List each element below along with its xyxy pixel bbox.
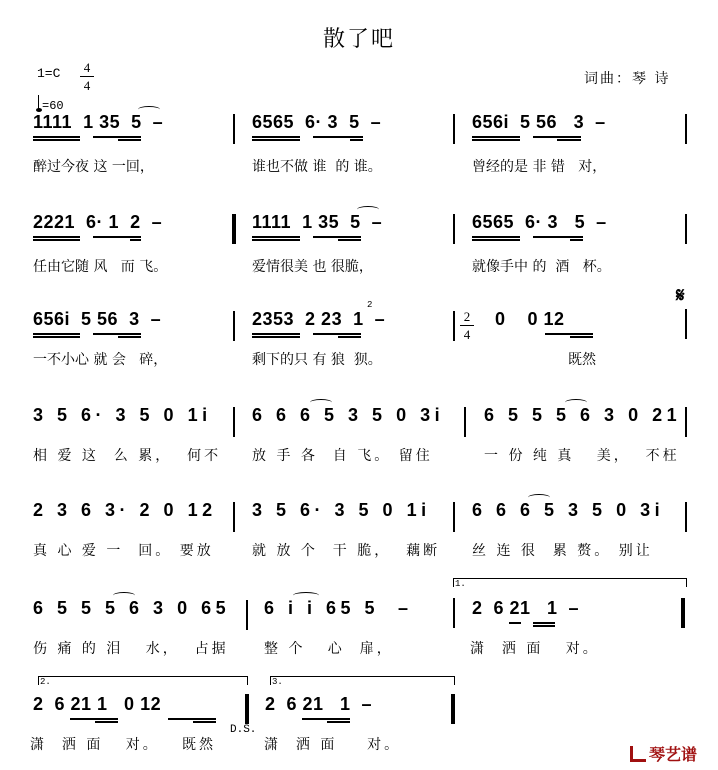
underline: [93, 333, 141, 335]
barline: [453, 598, 455, 628]
time-signature: [80, 60, 94, 93]
underline: [570, 239, 583, 241]
lyrics: 潇 洒 面 对。 既然: [30, 737, 217, 753]
measure-notes: 2 6 21 1 –: [472, 598, 580, 618]
underline: [252, 333, 300, 335]
final-barline: [451, 694, 455, 724]
slur: [357, 206, 379, 213]
time-sig-bottom: 4: [83, 78, 91, 93]
measure-notes: 6565 6· 3 5 –: [472, 212, 607, 232]
underline: [350, 139, 363, 141]
underline: [545, 333, 593, 335]
measure-notes: 0 0 12: [495, 309, 565, 329]
underline: [533, 622, 555, 624]
double-barline: [245, 694, 249, 724]
underline: [533, 625, 555, 627]
underline: [252, 236, 300, 238]
underline: [533, 236, 583, 238]
volta-label: 1.: [455, 579, 466, 589]
underline: [338, 336, 361, 338]
underline: [33, 336, 80, 338]
lyrics: 就像手中 的 酒 杯。: [472, 259, 611, 275]
slur: [310, 399, 332, 406]
slur: [113, 592, 135, 599]
barline: [246, 600, 248, 630]
underline: [313, 333, 361, 335]
barline: [233, 311, 235, 341]
lyrics: 任由它随 风 而 飞。: [33, 259, 168, 275]
barline: [685, 114, 687, 144]
measure-notes: 1111 1 35 5 –: [252, 212, 383, 232]
barline: [233, 114, 235, 144]
barline: [685, 214, 687, 244]
measure-notes: 656i 5 56 3 –: [472, 112, 606, 132]
lyrics: 伤 痛 的 泪 水， 占据: [33, 641, 229, 657]
measure-notes: 6 6 6 5 3 5 0 3i: [252, 405, 445, 425]
lyrics: 就 放 个 干 脆， 藕断: [252, 543, 441, 559]
underline: [313, 136, 363, 138]
slur: [528, 494, 550, 501]
measure-notes: 2 6 21 1 –: [265, 694, 373, 714]
lyrics: 丝 连 很 累 赘。 别让: [472, 543, 653, 559]
slur: [138, 106, 160, 113]
measure-notes: 3 5 6· 3 5 0 1i: [252, 500, 431, 520]
underline: [33, 239, 80, 241]
lyrics: 醉过今夜 这 一回，: [33, 159, 154, 175]
measure-notes: 1111 1 35 5 –: [33, 112, 164, 132]
lyrics: 曾经的是 非 错 对，: [472, 159, 607, 175]
measure-notes: 2221 6· 1 2 –: [33, 212, 163, 232]
repeat-start-barline: [232, 214, 236, 244]
underline: [313, 236, 361, 238]
volta-bracket-3: [270, 676, 455, 685]
lyrics: 谁也不做 谁 的 谁。: [252, 159, 382, 175]
underline: [33, 236, 80, 238]
volta-bracket-1: [453, 578, 687, 587]
lyrics: 既然: [568, 352, 596, 368]
credit: 词曲：琴 诗: [584, 71, 671, 87]
time-sig-top: 4: [83, 60, 91, 75]
slur: [565, 399, 587, 406]
underline: [533, 136, 581, 138]
underline: [93, 236, 141, 238]
underline: [118, 139, 141, 141]
underline: [93, 136, 141, 138]
underline: [70, 718, 118, 720]
tempo-marking: [38, 95, 64, 113]
underline: [252, 336, 300, 338]
watermark-logo: [630, 742, 697, 765]
lyrics: 一 份 纯 真 美， 不枉: [484, 448, 680, 464]
lyrics: 真 心 爱 一 回。 要放: [33, 543, 214, 559]
underline: [472, 139, 520, 141]
tie: [293, 592, 319, 599]
barline: [685, 502, 687, 532]
underline: [33, 136, 80, 138]
lyrics: 潇 洒 面 对。: [264, 737, 402, 753]
grace-note: 2: [367, 300, 373, 310]
underline: [252, 139, 300, 141]
lyrics: 相 爱 这 么 累， 何不: [33, 448, 222, 464]
measure-notes: 6 5 5 5 6 3 0 21: [484, 405, 682, 425]
underline: [557, 139, 581, 141]
lyrics: 剩下的只 有 狼 狈。: [252, 352, 382, 368]
dal-segno-marking: D.S.: [230, 724, 257, 736]
barline: [453, 311, 455, 341]
underline: [472, 239, 520, 241]
underline: [509, 622, 521, 624]
underline: [130, 239, 141, 241]
barline: [233, 502, 235, 532]
time-sig-bottom: 4: [463, 327, 471, 342]
underline: [118, 336, 141, 338]
measure-notes: 6 5 5 5 6 3 0 65: [33, 598, 231, 618]
underline: [327, 721, 350, 723]
lyrics: 一不小心 就 会 碎，: [33, 352, 168, 368]
key-signature: 1=C: [37, 66, 61, 81]
underline: [252, 136, 300, 138]
measure-notes: 6 i i 65 5 –: [264, 598, 413, 618]
time-sig-top: 2: [463, 309, 471, 324]
underline: [338, 239, 361, 241]
segno-icon: 𝄋: [676, 283, 685, 307]
watermark-text: 琴艺谱: [649, 745, 698, 764]
logo-icon: [630, 746, 646, 762]
underline: [33, 333, 80, 335]
tempo-value: =60: [42, 99, 64, 113]
underline: [33, 139, 80, 141]
lyrics: 爱情很美 也 很脆，: [252, 259, 373, 275]
barline: [453, 502, 455, 532]
underline: [472, 236, 520, 238]
barline: [453, 114, 455, 144]
barline: [685, 309, 687, 339]
volta-bracket-2: [38, 676, 248, 685]
barline: [685, 407, 687, 437]
volta-label: 2.: [40, 677, 51, 687]
measure-notes: 6565 6· 3 5 –: [252, 112, 382, 132]
underline: [168, 718, 216, 720]
measure-notes: 2 6 21 1 0 12: [33, 694, 162, 714]
measure-notes: 2 3 6 3· 2 0 12: [33, 500, 217, 520]
volta-label: 3.: [272, 677, 283, 687]
measure-notes: 2353 2 23 1 –: [252, 309, 386, 329]
lyrics: 放 手 各 自 飞。 留住: [252, 448, 433, 464]
underline: [302, 718, 350, 720]
underline: [95, 721, 118, 723]
measure-notes: 6 6 6 5 3 5 0 3i: [472, 500, 665, 520]
barline: [453, 214, 455, 244]
time-signature-change: [460, 309, 474, 342]
barline: [464, 407, 466, 437]
measure-notes: 656i 5 56 3 –: [33, 309, 162, 329]
underline: [570, 336, 593, 338]
repeat-end-barline: [681, 598, 685, 628]
barline: [233, 407, 235, 437]
lyrics: 整 个 心 扉，: [264, 641, 394, 657]
underline: [472, 136, 520, 138]
lyrics: 潇 洒 面 对。: [470, 641, 600, 657]
measure-notes: 3 5 6· 3 5 0 1i: [33, 405, 212, 425]
underline: [252, 239, 300, 241]
underline: [193, 721, 216, 723]
song-title: 散了吧: [322, 27, 395, 52]
